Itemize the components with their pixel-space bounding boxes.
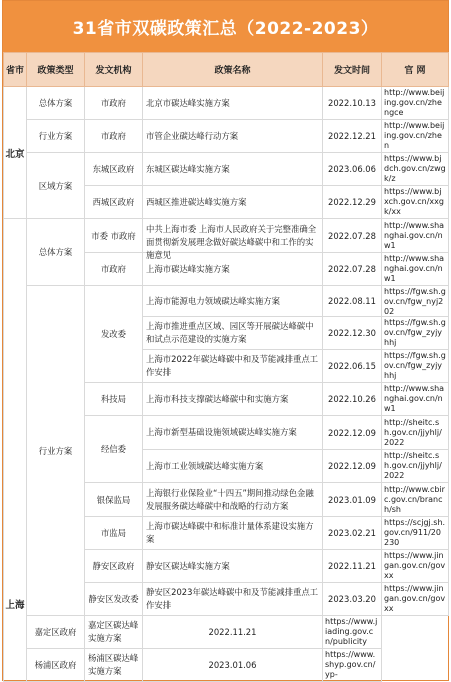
province-cell: 北京 [4, 87, 27, 219]
policy-name-cell [143, 219, 323, 260]
sheet-title: 31省市双碳政策汇总（2022-2023） [3, 1, 448, 52]
policy-type-cell: 总体方案 [27, 87, 85, 120]
website-link[interactable]: http://www.shanghai.gov.cn/nw1 [384, 254, 445, 283]
issuer-cell: 市监局 [85, 517, 143, 550]
website-cell [382, 120, 449, 153]
website-link[interactable]: http://www.shanghai.gov.cn/nw1 [384, 220, 445, 250]
table-row [4, 219, 449, 253]
issue-date-cell: 2022.10.13 [323, 87, 382, 120]
policy-table [3, 52, 449, 682]
issue-date-cell: 2022.12.09 [323, 450, 382, 483]
website-cell [382, 317, 449, 350]
issue-date-cell: 2022.07.28 [323, 219, 382, 253]
website-link[interactable]: https://fgw.sh.gov.cn/fgw_nyj202 [384, 287, 446, 316]
website-cell [382, 550, 449, 583]
issue-date-cell: 2022.11.21 [143, 616, 323, 649]
website-cell [382, 286, 449, 317]
website-cell [323, 649, 382, 682]
policy-name-text: 嘉定区碳达峰实施方案 [88, 620, 139, 643]
website-cell [382, 253, 449, 286]
issue-date-cell: 2022.12.29 [323, 186, 382, 219]
website-link[interactable]: http://sheitc.sh.gov.cn/jjyhlj/2022 [384, 417, 442, 447]
issuer-cell: 西城区政府 [85, 186, 143, 219]
table-row [4, 616, 449, 649]
issue-date-cell: 2023.06.06 [323, 153, 382, 186]
issuer-cell: 杨浦区政府 [27, 649, 85, 682]
website-link[interactable]: http://www.cbirc.gov.cn/branch/sh [384, 484, 445, 514]
issuer-cell: 东城区政府 [85, 153, 143, 186]
table-row [4, 649, 449, 682]
policy-type-cell: 总体方案 [27, 219, 85, 286]
website-link[interactable]: https://scjgj.sh.gov.cn/911/20230 [384, 518, 446, 547]
website-link[interactable]: https://fgw.sh.gov.cn/fgw_zyjyhhj [384, 318, 446, 347]
policy-name-text: 上海市科技支撑碳达峰碳中和实施方案 [146, 393, 289, 404]
table-row [4, 286, 449, 317]
issuer-cell: 科技局 [85, 383, 143, 416]
issuer-cell: 嘉定区政府 [27, 616, 85, 649]
policy-name-cell [85, 649, 143, 682]
header-row [4, 53, 449, 87]
issuer-cell: 发改委 [85, 286, 143, 383]
issuer-cell: 静安区发改委 [85, 583, 143, 616]
issue-date-cell: 2022.12.21 [323, 120, 382, 153]
website-link[interactable]: https://www.bjxch.gov.cn/xxgk/xx [384, 187, 444, 216]
policy-name-text: 上海市碳达峰实施方案 [146, 263, 230, 274]
website-cell [382, 483, 449, 517]
policy-name-text: 静安区2023年碳达峰碳中和及节能减排重点工作安排 [146, 587, 319, 610]
policy-type-cell: 区域方案 [27, 153, 85, 219]
issue-date-cell: 2023.02.21 [323, 517, 382, 550]
policy-name-cell [143, 286, 323, 317]
policy-name-cell [143, 120, 323, 153]
policy-name-text: 上海市工业领域碳达峰实施方案 [146, 460, 264, 471]
policy-type-cell: 行业方案 [27, 120, 85, 153]
issuer-cell: 市政府 [85, 87, 143, 120]
header-issue-date: 发文时间 [323, 53, 382, 87]
policy-sheet [2, 0, 449, 681]
policy-name-text: 上海市碳达峰碳中和标准计量体系建设实施方案 [146, 521, 314, 544]
website-link[interactable]: https://www.jiading.gov.cn/publicity [325, 617, 378, 646]
issue-date-cell: 2022.07.28 [323, 253, 382, 286]
policy-type-cell: 行业方案 [27, 286, 85, 616]
table-row [4, 120, 449, 153]
issuer-cell: 市政府 [85, 253, 143, 286]
website-cell [382, 517, 449, 550]
website-cell [382, 153, 449, 186]
policy-name-text: 北京市碳达峰实施方案 [146, 97, 230, 108]
policy-name-text: 上海市能源电力领域碳达峰实施方案 [146, 295, 280, 306]
policy-name-text: 上海市2022年碳达峰碳中和及节能减排重点工作安排 [146, 354, 319, 377]
header-website: 官 网 [382, 53, 449, 87]
website-cell [382, 350, 449, 383]
policy-name-text: 静安区碳达峰实施方案 [146, 560, 230, 571]
issue-date-cell: 2022.10.26 [323, 383, 382, 416]
policy-name-text: 中共上海市委 上海市人民政府关于完整准确全面贯彻新发展理念做好碳达峰碳中和工作的实施意见 [146, 223, 317, 260]
website-link[interactable]: http://sheitc.sh.gov.cn/jjyhlj/2022 [384, 451, 442, 480]
issue-date-cell: 2022.06.15 [323, 350, 382, 383]
policy-name-cell [143, 87, 323, 120]
policy-name-cell [143, 416, 323, 450]
policy-name-cell [143, 483, 323, 517]
policy-name-text: 上海市新型基础设施领域碳达峰实施方案 [146, 427, 297, 437]
website-cell [382, 383, 449, 416]
website-cell [382, 87, 449, 120]
website-cell [382, 186, 449, 219]
website-cell [323, 616, 382, 649]
issue-date-cell: 2023.01.09 [323, 483, 382, 517]
header-issuer: 发文机构 [85, 53, 143, 87]
policy-name-cell [143, 583, 323, 616]
issuer-cell: 市委 市政府 [85, 219, 143, 253]
policy-name-text: 上海银行业保险业“十四五”期间推动绿色金融发展服务碳达峰碳中和战略的行动方案 [146, 487, 314, 511]
province-cell: 上海 [4, 219, 27, 682]
website-link[interactable]: https://www.jingan.gov.cn/govxx [384, 584, 446, 613]
issuer-cell: 静安区政府 [85, 550, 143, 583]
policy-name-cell [143, 317, 323, 350]
policy-name-text: 市管企业碳达峰行动方案 [146, 130, 239, 141]
issuer-cell: 经信委 [85, 416, 143, 483]
header-policy-name: 政策名称 [143, 53, 323, 87]
header-province: 省市 [4, 53, 27, 87]
website-cell [382, 219, 449, 253]
website-link[interactable]: https://www.shyp.gov.cn/yp- [325, 650, 376, 679]
issue-date-cell: 2022.12.09 [323, 416, 382, 450]
issue-date-cell: 2023.03.20 [323, 583, 382, 616]
website-cell [382, 416, 449, 450]
issue-date-cell: 2022.11.21 [323, 550, 382, 583]
policy-name-cell [143, 153, 323, 186]
policy-name-text: 东城区碳达峰实施方案 [146, 163, 230, 174]
website-link[interactable]: http://www.beijing.gov.cn/zhengce [384, 88, 445, 117]
table-row [4, 87, 449, 120]
issue-date-cell: 2022.08.11 [323, 286, 382, 317]
policy-name-cell [85, 616, 143, 649]
policy-name-cell [143, 550, 323, 583]
website-link[interactable]: https://fgw.sh.gov.cn/fgw_zyjyhhj [384, 351, 446, 380]
policy-name-text: 上海市推进重点区域、园区等开展碳达峰碳中和试点示范建设的实施方案 [146, 321, 314, 344]
issuer-cell: 银保监局 [85, 483, 143, 517]
website-cell [382, 450, 449, 483]
website-link[interactable]: https://www.jingan.gov.cn/govxx [384, 551, 446, 580]
website-link[interactable]: https://www.bjdch.gov.cn/zwgk/z [384, 154, 446, 183]
policy-name-text: 西城区推进碳达峰实施方案 [146, 196, 247, 207]
website-link[interactable]: http://www.beijing.gov.cn/zhen [384, 121, 445, 150]
table-row [4, 153, 449, 186]
policy-name-text: 杨浦区碳达峰实施方案 [88, 653, 139, 676]
policy-name-cell [143, 450, 323, 483]
policy-name-cell [143, 350, 323, 383]
issue-date-cell: 2023.01.06 [143, 649, 323, 682]
header-policy-type: 政策类型 [27, 53, 85, 87]
website-cell [382, 583, 449, 616]
issuer-cell: 市政府 [85, 120, 143, 153]
website-link[interactable]: http://www.shanghai.gov.cn/nw1 [384, 384, 445, 413]
policy-name-cell [143, 517, 323, 550]
issue-date-cell: 2022.12.30 [323, 317, 382, 350]
policy-name-cell [143, 186, 323, 219]
policy-name-cell [143, 383, 323, 416]
